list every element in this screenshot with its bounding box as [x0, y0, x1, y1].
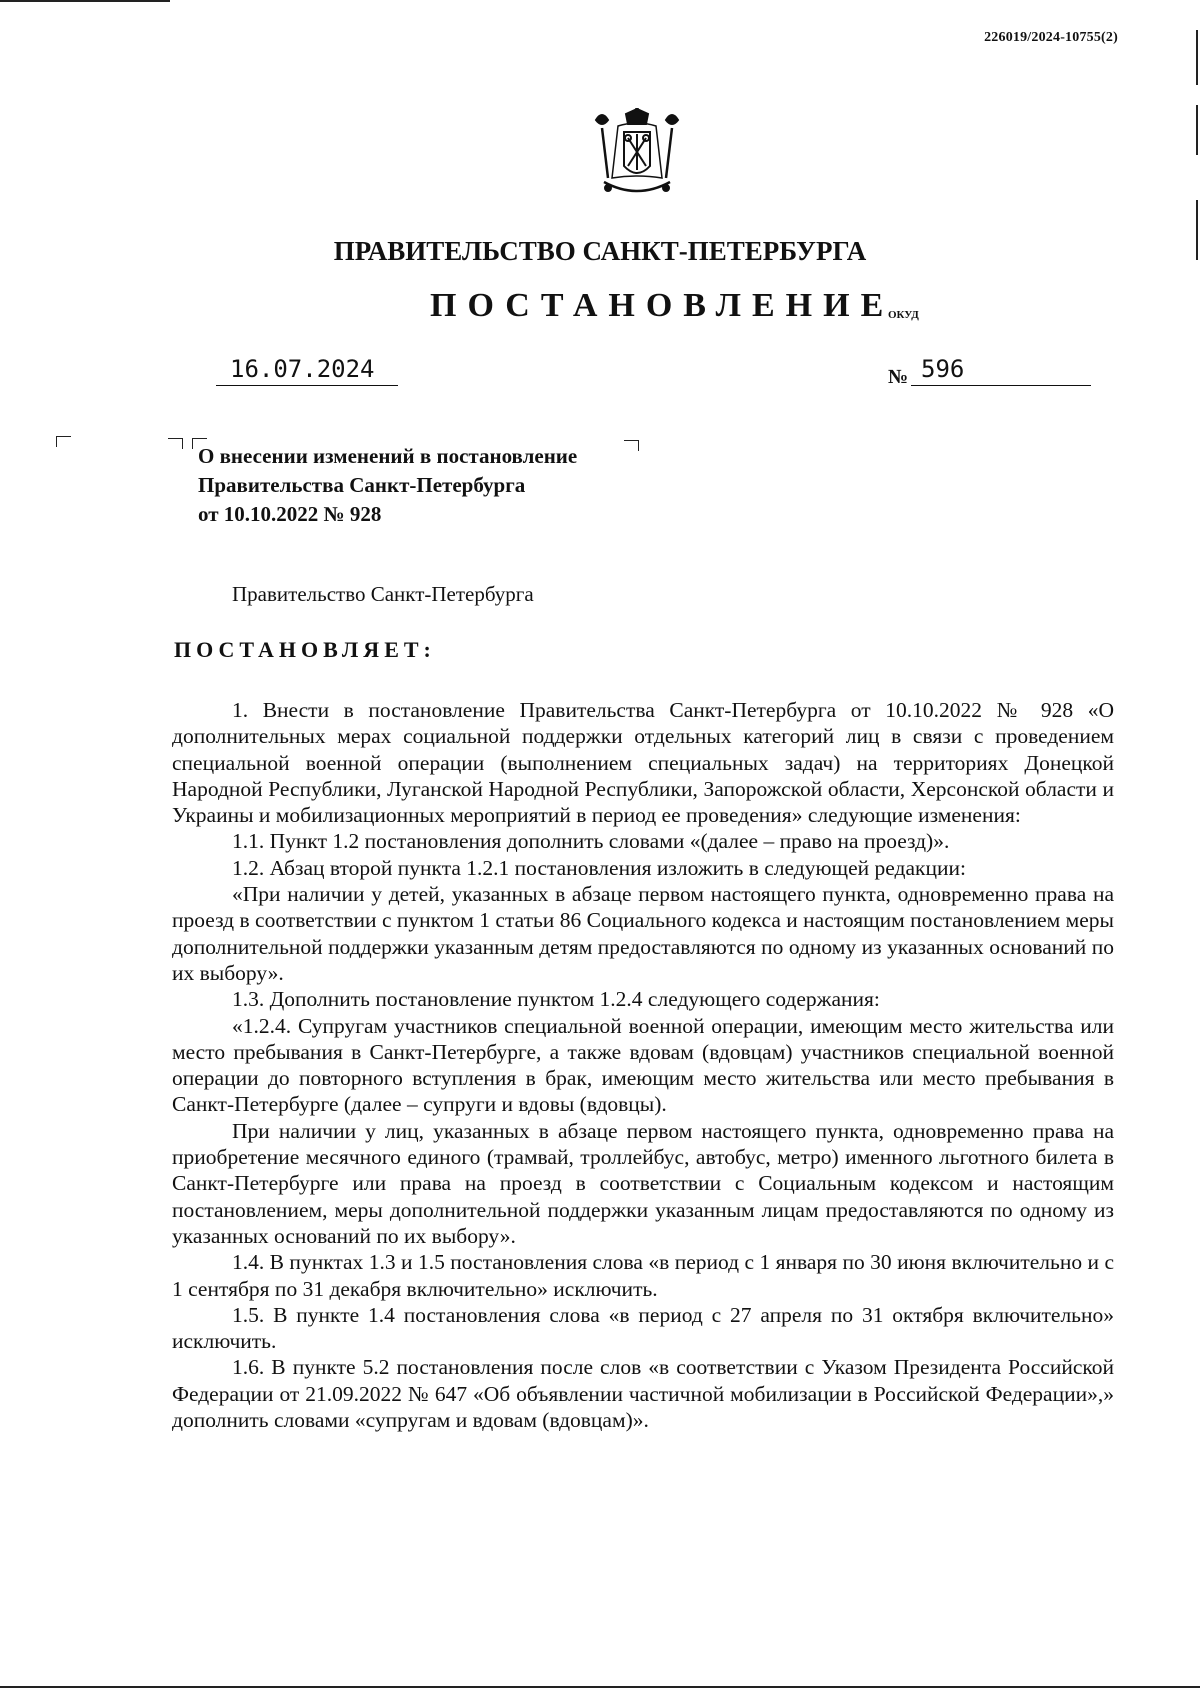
scan-edge-right-2: [1196, 105, 1198, 155]
paragraph-1-3-quote-b: При наличии у лиц, указанных в абзаце первом настоящего пункта, одновременно права на приобретение месячного единого (трамвай, троллейбус, автобус, метро) именного льготного билета в Санкт-Петербурге или права на проезд в соответствии с Социальным кодексом и настоящим постановлением, меры дополнительной поддержки указанным лицам предоставляются по одному из указанных оснований по их выбору».: [172, 1118, 1114, 1248]
paragraph-1: 1. Внести в постановление Правительства Санкт-Петербурга от 10.10.2022 № 928 «О дополнительных мерах социальной поддержки отдельных категорий лиц в связи с проведением специальной военной операции (выполнением специальных задач) на территориях Донецкой Народной Республики, Луганской Народной Республики, Запорожской области, Херсонской области и Украины и мобилизационных мероприятий в период ее проведения» следующие изменения:: [172, 698, 1114, 828]
corner-mark-left: [56, 436, 71, 447]
paragraph-1-2-quote: «При наличии у детей, указанных в абзаце первом настоящего пункта, одновременно права на проезд в соответствии с пунктом 1 статьи 86 Социального кодекса и настоящим постановлением меры дополнительной поддержки указанным детям предоставляются по одному из указанных оснований по их выбору».: [172, 882, 1114, 985]
subject-line-2: Правительства Санкт-Петербурга: [198, 473, 526, 497]
number-label: №: [888, 366, 909, 388]
paragraph-1-2: 1.2. Абзац второй пункта 1.2.1 постановления изложить в следующей редакции:: [232, 855, 966, 880]
subject-line-3: от 10.10.2022 № 928: [198, 502, 382, 526]
subject-line-1: О внесении изменений в постановление: [198, 444, 578, 468]
paragraph-1-6: 1.6. В пункте 5.2 постановления после слов «в соответствии с Указом Президента Российской Федерации от 21.09.2022 № 647 «Об объявлении частичной мобилизации в Российской Федерации»,» дополнить словами «супругам и вдовам (вдовцам)».: [172, 1355, 1114, 1433]
okud-label: ОКУД: [888, 309, 919, 321]
preamble-body: Правительство Санкт-Петербурга: [232, 582, 534, 606]
government-title: ПРАВИТЕЛЬСТВО САНКТ-ПЕТЕРБУРГА: [333, 236, 867, 266]
paragraph-1-4: 1.4. В пунктах 1.3 и 1.5 постановления слова «в период с 1 января по 30 июня включительно и с 1 сентября по 31 декабря включительно» исключить.: [172, 1250, 1114, 1301]
document-date: 16.07.2024: [216, 355, 398, 386]
paragraph-1-1: 1.1. Пункт 1.2 постановления дополнить словами «(далее – право на проезд)».: [232, 829, 950, 854]
registration-number: 226019/2024-10755(2): [984, 30, 1118, 45]
document-subject: [198, 442, 577, 529]
scan-edge-top: [0, 0, 170, 2]
document-body: [172, 697, 1114, 1433]
scan-edge-bottom: [0, 1686, 1200, 1688]
paragraph-1-3-quote-a: «1.2.4. Супругам участников специальной военной операции, имеющим место жительства или место пребывания в Санкт-Петербурге, а также вдовам (вдовцам) участников специальной военной операции до повторного вступления в брак, имеющим место жительства или место пребывания в Санкт-Петербурге (далее – супруги и вдовы (вдовцы).: [172, 1013, 1114, 1117]
scan-edge-right-1: [1196, 30, 1198, 85]
corner-mark-subject-right: [624, 440, 639, 451]
resolves-heading: ПОСТАНОВЛЯЕТ:: [174, 637, 436, 662]
paragraph-1-3: 1.3. Дополнить постановление пунктом 1.2.4 следующего содержания:: [232, 987, 880, 1012]
spb-coat-of-arms-icon: [588, 108, 686, 206]
paragraph-1-5: 1.5. В пункте 1.4 постановления слова «в период с 27 апреля по 31 октября включительно» исключить.: [172, 1302, 1114, 1354]
document-type-title: ПОСТАНОВЛЕНИЕ: [430, 287, 895, 324]
corner-mark-subject-left-a: [168, 438, 183, 449]
document-number: 596: [911, 355, 1091, 386]
